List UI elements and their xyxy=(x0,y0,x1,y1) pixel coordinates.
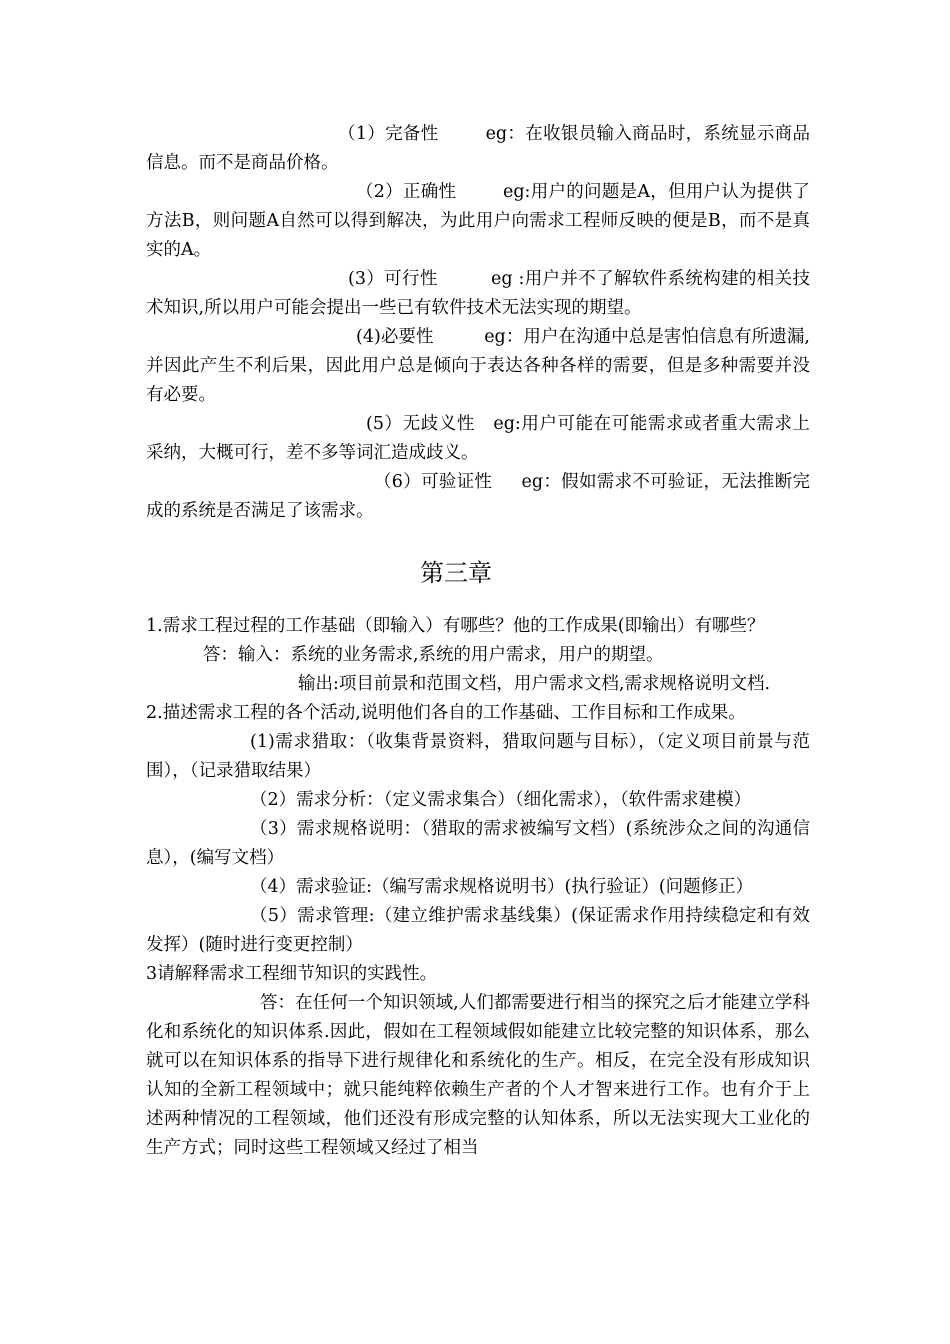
quality-item-example: eg：在收银员输入商品时，系统显示商品信息。而不是商品价格。 xyxy=(146,124,810,173)
quality-item-label: (4)必要性 xyxy=(356,327,434,347)
document-page xyxy=(146,120,810,1163)
quality-item-correctness xyxy=(146,178,810,265)
quality-item-example: eg：用户在沟通中总是害怕信息有所遗漏,并因此产生不利后果，因此用户总是倾向于表达各种各样的需要，但是多种需要并没有必要。 xyxy=(146,327,810,405)
quality-item-completeness xyxy=(146,120,810,178)
quality-item-example: eg：假如需求不可验证，无法推断完成的系统是否满足了该需求。 xyxy=(146,472,810,521)
quality-item-necessity xyxy=(146,323,810,410)
answer-3: 答：在任何一个知识领域,人们都需要进行相当的探究之后才能建立学科化和系统化的知识体系.因此，假如在工程领域假如能建立比较完整的知识体系，那么就可以在知识体系的指导下进行规律化和系统化的生产。相反，在完全没有形成知识认知的全新工程领域中；就只能纯粹依赖生产者的个人才智来进行工作。也有介于上述两种情况的工程领域，他们还没有形成完整的认知体系，所以无法实现大工业化的生产方式；同时这些工程领域又经过了相当 xyxy=(146,993,810,1158)
quality-item-label: （1）完备性 xyxy=(338,124,439,144)
answer-1-input: 答：输入：系统的业务需求,系统的用户需求，用户的期望。 xyxy=(203,645,664,665)
quality-item-example: eg :用户并不了解软件系统构建的相关技术知识,所以用户可能会提出一些已有软件技术无法实现的期望。 xyxy=(146,269,810,318)
question-1: 1.需求工程过程的工作基础（即输入）有哪些？他的工作成果(即输出）有哪些？ xyxy=(146,616,765,636)
activity-item-management: （5）需求管理:（建立维护需求基线集）(保证需求作用持续稳定和有效发挥）(随时进行变更控制） xyxy=(146,906,810,955)
quality-item-label: （6）可验证性 xyxy=(374,472,493,492)
activity-item-validation: （4）需求验证:（编写需求规格说明书）(执行验证）(问题修正） xyxy=(250,877,754,897)
quality-item-verifiability xyxy=(146,468,810,526)
quality-item-label: (5）无歧义性 xyxy=(366,414,475,434)
answer-1-output: 输出:项目前景和范围文档，用户需求文档,需求规格说明文档. xyxy=(298,674,771,694)
activity-item-elicitation: (1)需求猎取：（收集背景资料，猎取问题与目标），（定义项目前景与范围），（记录猎取结果） xyxy=(146,732,810,781)
quality-item-label: (3）可行性 xyxy=(348,269,438,289)
quality-item-feasibility xyxy=(146,265,810,323)
quality-item-example: eg:用户的问题是A，但用户认为提供了方法B，则问题A自然可以得到解决，为此用户向需求工程师反映的便是B，而不是真实的A。 xyxy=(146,182,810,260)
activity-item-specification: （3）需求规格说明：（猎取的需求被编写文档）(系统涉众之间的沟通信息），(编写文档） xyxy=(146,819,810,868)
question-3: 3请解释需求工程细节知识的实践性。 xyxy=(146,964,438,984)
quality-item-unambiguity xyxy=(146,410,810,468)
activity-item-analysis: （2）需求分析：（定义需求集合）（细化需求），（软件需求建模） xyxy=(250,790,752,810)
question-2: 2.描述需求工程的各个活动,说明他们各自的工作基础、工作目标和工作成果。 xyxy=(146,703,746,723)
chapter-title: 第三章 xyxy=(420,559,492,587)
quality-item-example: eg:用户可能在可能需求或者重大需求上采纳，大概可行，差不多等词汇造成歧义。 xyxy=(146,414,810,463)
quality-item-label: （2）正确性 xyxy=(356,182,457,202)
